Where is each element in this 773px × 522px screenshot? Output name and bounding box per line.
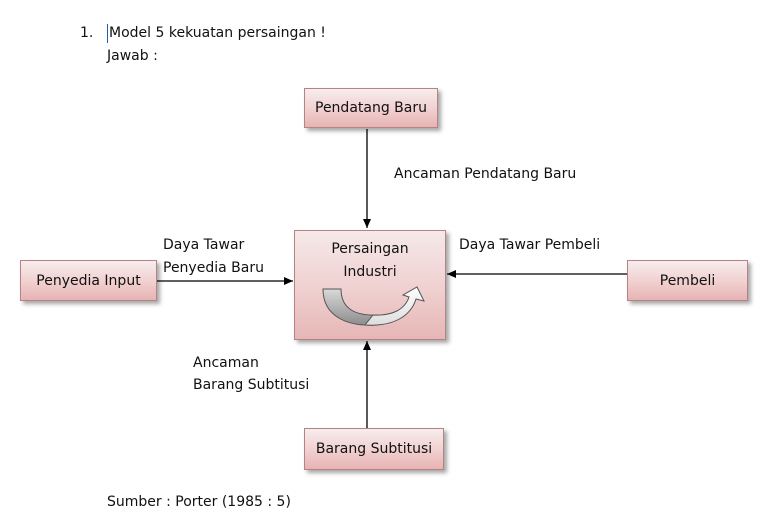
node-barang-subtitusi-label: Barang Subtitusi: [315, 441, 433, 457]
circular-arrows-icon: [315, 285, 435, 331]
question-number: 1.: [80, 25, 94, 41]
source-citation: Sumber : Porter (1985 : 5): [107, 494, 291, 510]
node-penyedia-input-label: Penyedia Input: [36, 272, 141, 289]
label-daya-tawar-penyedia-line2: Penyedia Baru: [163, 260, 264, 276]
question-text: Model 5 kekuatan persaingan !: [109, 25, 326, 41]
node-persaingan-industri: [294, 230, 446, 340]
label-ancaman-subtitusi-line2: Barang Subtitusi: [193, 377, 310, 393]
label-ancaman-pendatang-baru: Ancaman Pendatang Baru: [394, 166, 577, 182]
label-ancaman-subtitusi-line1: Ancaman: [193, 355, 259, 371]
label-daya-tawar-penyedia-line1: Daya Tawar: [163, 237, 245, 253]
center-label-line2: Industri: [343, 264, 397, 280]
node-pembeli: [627, 260, 748, 301]
node-penyedia-input: [20, 260, 157, 301]
label-daya-tawar-pembeli: Daya Tawar Pembeli: [459, 237, 601, 253]
node-pendatang-baru: [304, 88, 438, 128]
node-pembeli-label: Pembeli: [659, 272, 716, 289]
answer-label: Jawab :: [107, 48, 158, 64]
center-label-line1: Persaingan: [331, 241, 409, 257]
node-pendatang-baru-label: Pendatang Baru: [315, 100, 427, 116]
node-barang-subtitusi: [304, 428, 444, 470]
